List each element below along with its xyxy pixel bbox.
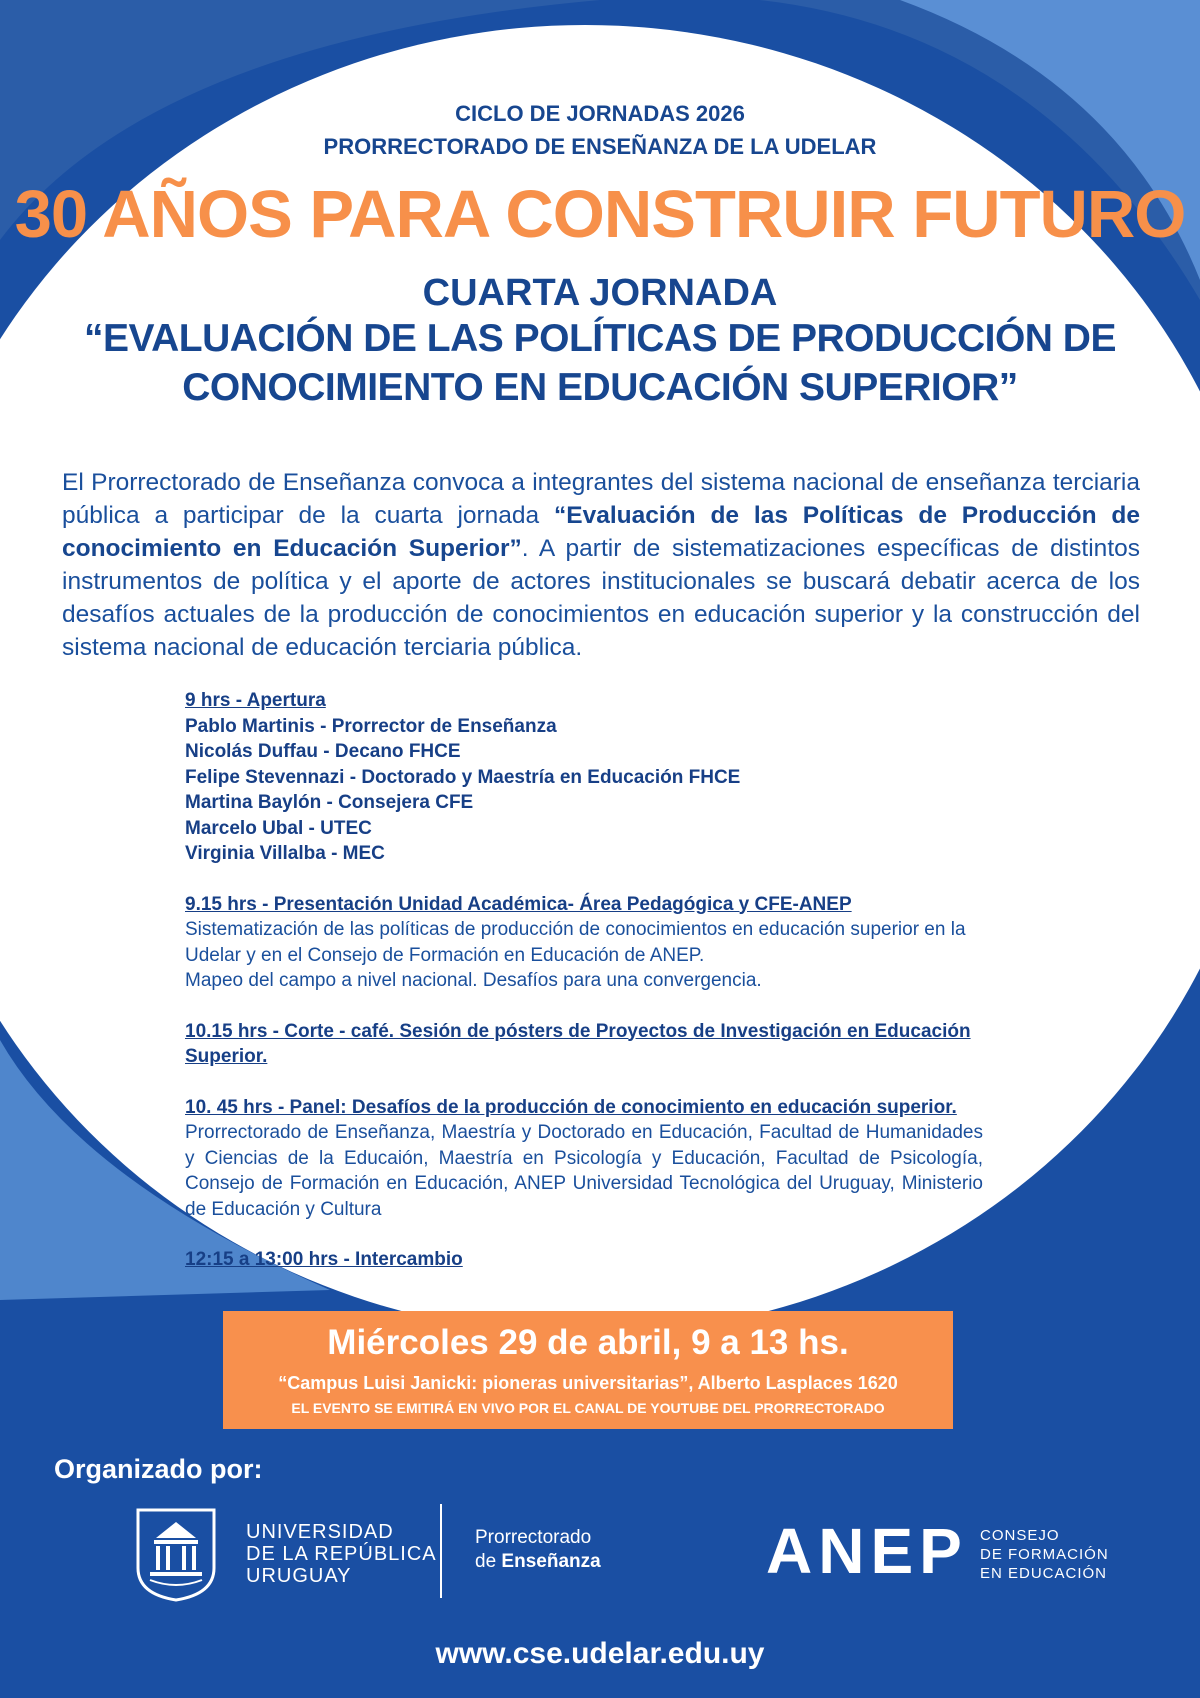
organizer-title: PRORRECTORADO DE ENSEÑANZA DE LA UDELAR	[323, 134, 877, 159]
event-location: “Campus Luisi Janicki: pioneras universitarias”, Alberto Lasplaces 1620	[278, 1373, 898, 1393]
udelar-logo-text	[246, 1521, 437, 1587]
intro-text-2: . A partir de sistematizaciones específicas de distintos instrumentos de política y el aporte de actores institucionales se buscará debatir acerca de los desafíos actuales de la producción de conocimientos en educación superior y la construcción del sistema nacional de educación terciaria pública.	[62, 535, 1140, 661]
cfe-line-3: EN EDUCACIÓN	[980, 1565, 1108, 1582]
website-url: www.cse.udelar.edu.uy	[435, 1637, 765, 1670]
event-date-box	[223, 1311, 953, 1429]
event-title-line1: “EVALUACIÓN DE LAS POLÍTICAS DE PRODUCCIÓN DE	[83, 317, 1116, 360]
udelar-line-1: UNIVERSIDAD	[246, 1521, 394, 1543]
cfe-line-2: DE FORMACIÓN	[980, 1546, 1109, 1563]
presentation-desc-2: Mapeo del campo a nivel nacional. Desafíos para una convergencia.	[185, 970, 762, 991]
logo-divider	[440, 1504, 442, 1598]
opening-title: 9 hrs - Apertura	[185, 690, 326, 711]
panel-title: 10. 45 hrs - Panel: Desafíos de la producción de conocimiento en educación superior.	[185, 1096, 957, 1118]
speaker: Nicolás Duffau - Decano FHCE	[185, 741, 461, 762]
prorr-line-2a: de	[475, 1551, 502, 1572]
prorr-line-2b: Enseñanza	[501, 1551, 601, 1572]
cfe-logo-text	[980, 1526, 1109, 1583]
speaker: Martina Baylón - Consejera CFE	[185, 792, 474, 813]
udelar-seal-icon	[134, 1508, 218, 1602]
main-title: 30 AÑOS PARA CONSTRUIR FUTURO	[14, 177, 1186, 252]
break-title: 10.15 hrs - Corte - café. Sesión de pósters de Proyectos de Investigación en Educación Superior.	[185, 1020, 971, 1067]
organized-by-label: Organizado por:	[54, 1454, 263, 1484]
program-list	[185, 688, 983, 1273]
event-date: Miércoles 29 de abril, 9 a 13 hs.	[327, 1323, 849, 1362]
closing-title: 12:15 a 13:00 hrs - Intercambio	[185, 1249, 463, 1270]
speaker: Pablo Martinis - Prorrector de Enseñanza	[185, 715, 557, 737]
event-stream-note: EL EVENTO SE EMITIRÁ EN VIVO POR EL CANAL DE YOUTUBE DEL PRORRECTORADO	[291, 1400, 885, 1416]
intro-text-1: El Prorrectorado de Enseñanza convoca a integrantes del sistema nacional de enseñanza terciaria pública a participar de la cuarta jornada	[62, 469, 1140, 529]
udelar-line-3: URUGUAY	[246, 1565, 352, 1587]
event-title-line2: CONOCIMIENTO EN EDUCACIÓN SUPERIOR”	[182, 366, 1018, 409]
intro-text-bold: “Evaluación de las Políticas de Producción de conocimiento en Educación Superior”	[62, 502, 1140, 562]
day-title: CUARTA JORNADA	[422, 272, 778, 314]
speaker: Felipe Stevennazi - Doctorado y Maestría en Educación FHCE	[185, 766, 741, 788]
speaker: Virginia Villalba - MEC	[185, 843, 385, 864]
intro-paragraph	[62, 466, 1140, 664]
udelar-line-2: DE LA REPÚBLICA	[246, 1543, 437, 1565]
speaker: Marcelo Ubal - UTEC	[185, 817, 372, 839]
cfe-line-1: CONSEJO	[980, 1527, 1060, 1544]
anep-logo: ANEP	[766, 1515, 968, 1587]
presentation-desc: Sistematización de las políticas de producción de conocimientos en educación superior en la Udelar y en el Consejo de Formación en Educación de ANEP.	[185, 919, 966, 966]
prorrectorado-logo-text	[475, 1526, 601, 1574]
presentation-title: 9.15 hrs - Presentación Unidad Académica- Área Pedagógica y CFE-ANEP	[185, 893, 852, 915]
cycle-title: CICLO DE JORNADAS 2026	[455, 101, 745, 126]
prorr-line-1: Prorrectorado	[475, 1527, 592, 1548]
panel-desc: Prorrectorado de Enseñanza, Maestría y Doctorado en Educación, Facultad de Humanidades y Ciencias de la Educaión, Maestría en Psicología y Educación, Facultad de Psicología, Consejo de Formación en Educación, ANEP Universidad Tecnológica del Uruguay, Ministerio de Educación y Cultura	[185, 1122, 983, 1220]
